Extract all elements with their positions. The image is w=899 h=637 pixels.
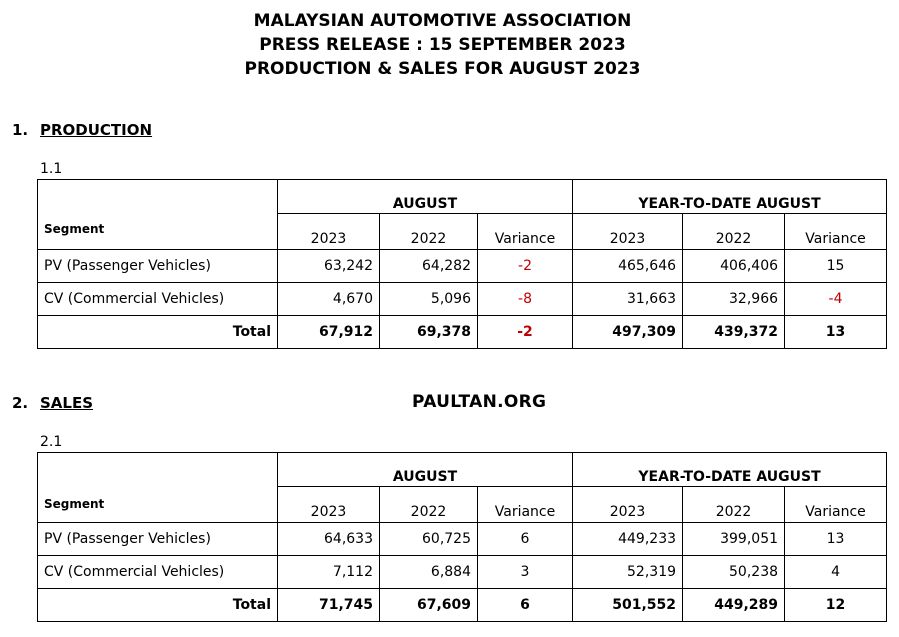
cell-variance: 13 (785, 523, 887, 556)
cell: 67,912 (278, 316, 380, 349)
cell: 32,966 (683, 283, 785, 316)
total-label: Total (38, 316, 278, 349)
cell-variance: 3 (478, 556, 573, 589)
group-ytd: YEAR-TO-DATE AUGUST (573, 453, 887, 487)
table-row (38, 556, 887, 589)
segment-label: Segment (44, 497, 105, 511)
cell: 449,289 (683, 589, 785, 622)
group-august: AUGUST (278, 453, 573, 487)
cell-variance: -2 (478, 250, 573, 283)
cell: 501,552 (573, 589, 683, 622)
cell-variance: 13 (785, 316, 887, 349)
cell: 63,242 (278, 250, 380, 283)
total-row (38, 316, 887, 349)
cell: 465,646 (573, 250, 683, 283)
col-header: 2023 (278, 487, 380, 523)
cell: 52,319 (573, 556, 683, 589)
cell-variance: 12 (785, 589, 887, 622)
cell-variance: 15 (785, 250, 887, 283)
cell: 64,633 (278, 523, 380, 556)
col-header: 2023 (573, 487, 683, 523)
cell: 6,884 (380, 556, 478, 589)
table-row (38, 283, 887, 316)
sales-table (37, 452, 887, 622)
cell-variance: 6 (478, 589, 573, 622)
cell: 7,112 (278, 556, 380, 589)
cell-variance: -2 (478, 316, 573, 349)
section-label: SALES (40, 394, 94, 412)
col-header: Variance (785, 214, 887, 250)
group-august: AUGUST (278, 180, 573, 214)
col-header: Variance (478, 487, 573, 523)
cell-variance: 6 (478, 523, 573, 556)
section-sales-title (12, 394, 93, 412)
table-row (38, 250, 887, 283)
cell: 50,238 (683, 556, 785, 589)
row-label: PV (Passenger Vehicles) (38, 523, 278, 556)
group-ytd: YEAR-TO-DATE AUGUST (573, 180, 887, 214)
cell: 449,233 (573, 523, 683, 556)
segment-label: Segment (44, 222, 105, 236)
table-row (38, 523, 887, 556)
total-row (38, 589, 887, 622)
production-table (37, 179, 887, 349)
col-header: 2023 (278, 214, 380, 250)
cell: 31,663 (573, 283, 683, 316)
col-header: 2022 (683, 487, 785, 523)
section-label: PRODUCTION (40, 121, 153, 139)
row-label: CV (Commercial Vehicles) (38, 283, 278, 316)
cell: 5,096 (380, 283, 478, 316)
cell: 4,670 (278, 283, 380, 316)
col-header: Variance (478, 214, 573, 250)
cell: 71,745 (278, 589, 380, 622)
cell: 439,372 (683, 316, 785, 349)
section-number: 1. (12, 121, 29, 139)
col-header: 2022 (380, 214, 478, 250)
cell-variance: 4 (785, 556, 887, 589)
row-label: PV (Passenger Vehicles) (38, 250, 278, 283)
total-label: Total (38, 589, 278, 622)
segment-header (38, 453, 278, 523)
row-label: CV (Commercial Vehicles) (38, 556, 278, 589)
cell: 399,051 (683, 523, 785, 556)
subsection-number: 1.1 (40, 161, 63, 177)
section-number: 2. (12, 394, 29, 412)
cell: 497,309 (573, 316, 683, 349)
col-header: 2022 (683, 214, 785, 250)
col-header: Variance (785, 487, 887, 523)
col-header: 2022 (380, 487, 478, 523)
paultan-watermark: PAULTAN.ORG (412, 392, 547, 412)
header-line-2: PRESS RELEASE : 15 SEPTEMBER 2023 (259, 35, 626, 55)
cell: 406,406 (683, 250, 785, 283)
header-line-1: MALAYSIAN AUTOMOTIVE ASSOCIATION (253, 11, 632, 31)
cell: 60,725 (380, 523, 478, 556)
header-line-3: PRODUCTION & SALES FOR AUGUST 2023 (244, 59, 641, 79)
cell-variance: -4 (785, 283, 887, 316)
segment-header (38, 180, 278, 250)
cell: 67,609 (380, 589, 478, 622)
section-production-title (12, 121, 152, 139)
cell-variance: -8 (478, 283, 573, 316)
cell: 64,282 (380, 250, 478, 283)
subsection-number: 2.1 (40, 434, 63, 450)
col-header: 2023 (573, 214, 683, 250)
cell: 69,378 (380, 316, 478, 349)
